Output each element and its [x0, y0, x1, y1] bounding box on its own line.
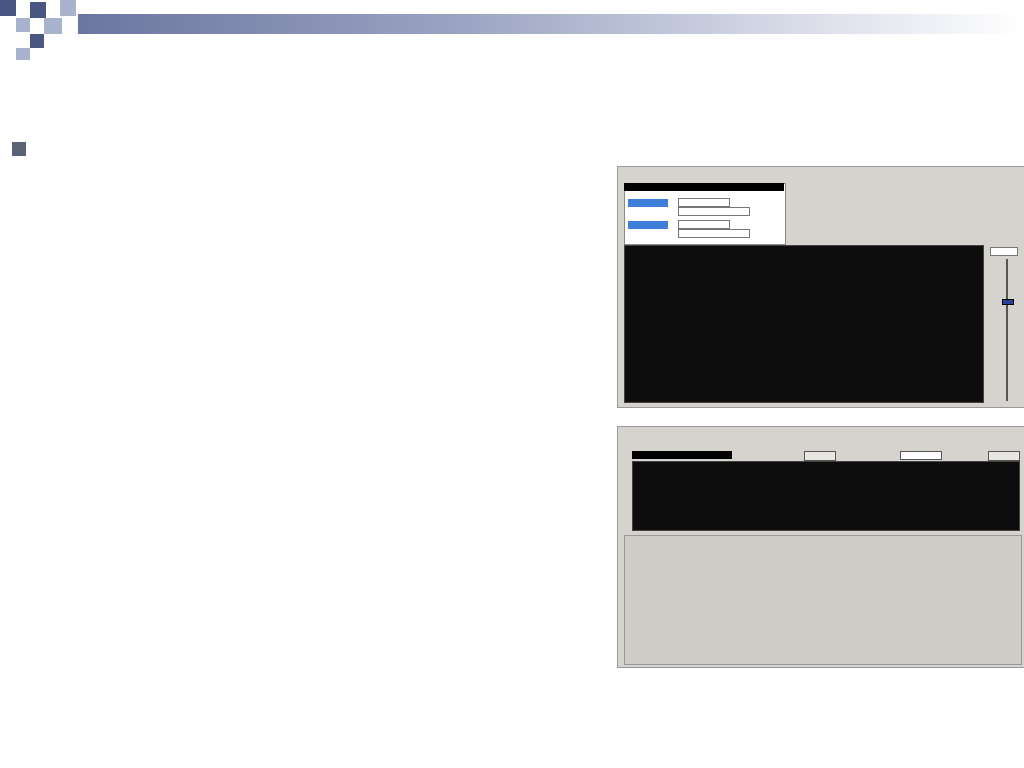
gain-fader-knob[interactable] — [1002, 299, 1014, 305]
highpass-filter-button[interactable] — [628, 199, 668, 207]
header-gradient-bar — [78, 14, 1024, 34]
geq-response-graph — [632, 461, 1020, 531]
corner-decoration — [0, 0, 80, 60]
highpass-slope-select[interactable] — [678, 207, 750, 216]
bullet-marker — [12, 142, 26, 156]
bypass-button[interactable] — [804, 451, 836, 461]
lowpass-slope-select[interactable] — [678, 229, 750, 238]
q-shape-select[interactable] — [900, 451, 942, 460]
lowpass-filter-button[interactable] — [628, 221, 668, 229]
input-title — [632, 451, 732, 459]
crossover-output-screenshot — [617, 166, 1024, 408]
output-title — [624, 183, 784, 191]
lowpass-freq-field[interactable] — [678, 220, 730, 229]
highpass-freq-field[interactable] — [678, 198, 730, 207]
gain-fader[interactable] — [1006, 259, 1008, 401]
geq-slider-panel — [624, 535, 1022, 665]
graphic-eq-screenshot — [617, 426, 1024, 668]
force-flat-button[interactable] — [988, 451, 1020, 461]
gain-value — [990, 247, 1018, 256]
frequency-response-graph — [624, 245, 984, 403]
